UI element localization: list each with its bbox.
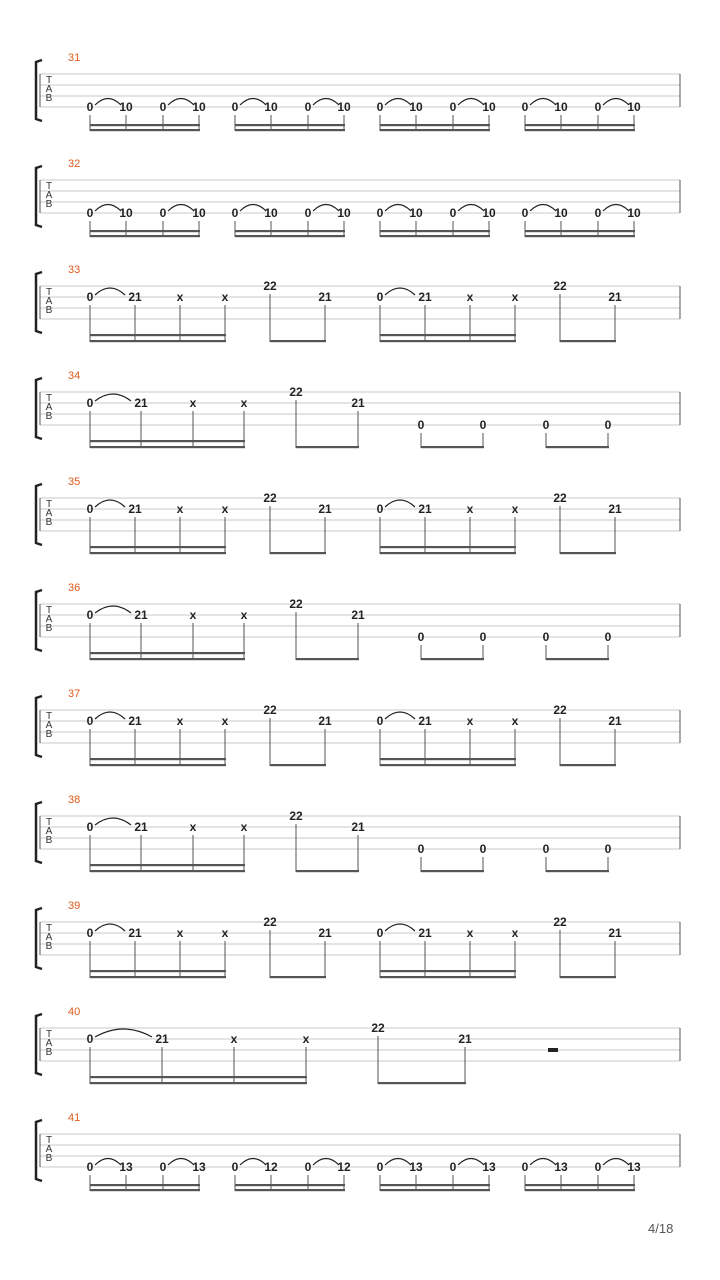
tab-note: x	[466, 714, 474, 728]
beam	[235, 124, 345, 126]
tab-clef-letter: T	[45, 499, 53, 510]
beam	[380, 758, 516, 760]
tab-clef-letter: B	[45, 517, 53, 528]
beam	[235, 1184, 345, 1186]
beam	[235, 235, 345, 237]
tab-note: 0	[479, 842, 487, 856]
tab-clef-letter: T	[45, 393, 53, 404]
tab-note: 0	[449, 1160, 457, 1174]
tab-note: 0	[376, 100, 384, 114]
tab-clef-letter: A	[45, 402, 53, 413]
beam	[270, 340, 326, 342]
tab-note: 13	[119, 1160, 133, 1174]
tab-note: 0	[86, 206, 94, 220]
tab-clef-letter: A	[45, 190, 53, 201]
tie-arc	[95, 1159, 121, 1166]
tie-arc	[385, 712, 415, 719]
tab-note: x	[466, 290, 474, 304]
tie-arc	[95, 205, 121, 212]
tab-note: 10	[627, 100, 641, 114]
tab-note: 0	[86, 926, 94, 940]
tie-arc	[240, 99, 266, 106]
tab-note: x	[511, 290, 519, 304]
tab-note: 0	[376, 206, 384, 220]
beam	[380, 334, 516, 336]
beam	[90, 546, 226, 548]
tie-arc	[95, 500, 125, 507]
tab-clef-letter: T	[45, 1029, 53, 1040]
beam	[380, 129, 490, 131]
tab-note: 0	[86, 820, 94, 834]
tab-note: 0	[521, 206, 529, 220]
tab-note: 0	[594, 206, 602, 220]
tab-clef-letter: T	[45, 923, 53, 934]
tab-note: 0	[304, 100, 312, 114]
tie-arc	[95, 712, 125, 719]
beam	[90, 758, 226, 760]
tab-note: 22	[289, 385, 303, 399]
half-rest	[548, 1048, 558, 1052]
beam	[296, 446, 359, 448]
tab-note: 0	[86, 100, 94, 114]
beam	[270, 552, 326, 554]
measure-number: 41	[68, 1112, 81, 1124]
system-bracket	[36, 166, 42, 227]
beam	[270, 764, 326, 766]
tie-arc	[458, 1159, 484, 1166]
tab-clef-letter: B	[45, 729, 53, 740]
tab-note: 13	[409, 1160, 423, 1174]
tab-note: x	[189, 608, 197, 622]
tab-note: x	[176, 926, 184, 940]
tab-note: 10	[119, 206, 133, 220]
tab-note: 0	[417, 630, 425, 644]
beam	[525, 1184, 635, 1186]
tab-note: 10	[264, 206, 278, 220]
beam	[90, 870, 245, 872]
tab-note: x	[240, 820, 248, 834]
tie-arc	[458, 205, 484, 212]
system-bracket	[36, 696, 42, 757]
system-bracket	[36, 272, 42, 333]
tab-note: 22	[371, 1021, 385, 1035]
tie-arc	[168, 1159, 194, 1166]
tab-note: 21	[134, 820, 148, 834]
tab-note: 0	[159, 100, 167, 114]
tab-clef-letter: T	[45, 605, 53, 616]
measure-number: 38	[68, 794, 81, 806]
beam	[90, 235, 200, 237]
tab-note: x	[302, 1032, 310, 1046]
beam	[560, 764, 616, 766]
beam	[380, 230, 490, 232]
beam	[525, 124, 635, 126]
measure-number: 35	[68, 476, 81, 488]
tab-clef-letter: T	[45, 181, 53, 192]
tab-note: 10	[554, 100, 568, 114]
beam	[90, 1076, 307, 1078]
tie-arc	[530, 99, 556, 106]
tie-arc	[95, 99, 121, 106]
beam	[380, 976, 516, 978]
tab-clef-letter: B	[45, 199, 53, 210]
tie-arc	[385, 500, 415, 507]
tab-note: 22	[289, 597, 303, 611]
tab-clef-letter: A	[45, 296, 53, 307]
tab-note: 0	[479, 630, 487, 644]
beam	[380, 235, 490, 237]
tab-note: 10	[409, 100, 423, 114]
beam	[380, 124, 490, 126]
tab-clef-letter: T	[45, 1135, 53, 1146]
tab-clef-letter: T	[45, 75, 53, 86]
beam	[235, 1189, 345, 1191]
beam	[90, 124, 200, 126]
tab-note: 21	[318, 290, 332, 304]
tie-arc	[240, 205, 266, 212]
tab-clef-letter: A	[45, 1038, 53, 1049]
tab-note: 0	[231, 206, 239, 220]
tab-note: 0	[604, 418, 612, 432]
beam	[90, 1189, 200, 1191]
tab-note: 0	[542, 630, 550, 644]
tab-note: 0	[542, 418, 550, 432]
beam	[270, 976, 326, 978]
measure-number: 37	[68, 688, 81, 700]
tab-note: 12	[264, 1160, 278, 1174]
beam	[296, 658, 359, 660]
measure-number: 33	[68, 264, 81, 276]
system-bracket	[36, 60, 42, 121]
tab-note: x	[176, 714, 184, 728]
tab-note: 21	[128, 714, 142, 728]
beam	[90, 976, 226, 978]
beam	[90, 440, 245, 442]
tie-arc	[603, 1159, 629, 1166]
tie-arc	[530, 1159, 556, 1166]
tab-clef-letter: B	[45, 411, 53, 422]
beam	[380, 552, 516, 554]
tab-note: 21	[134, 396, 148, 410]
tie-arc	[385, 205, 411, 212]
beam	[90, 970, 226, 972]
tab-note: 21	[351, 396, 365, 410]
tab-note: 21	[608, 290, 622, 304]
beam	[421, 658, 484, 660]
tab-clef-letter: B	[45, 835, 53, 846]
tab-note: 0	[604, 842, 612, 856]
tie-arc	[95, 606, 131, 613]
tab-note: x	[221, 714, 229, 728]
tie-arc	[168, 205, 194, 212]
tab-note: 0	[594, 100, 602, 114]
tab-clef-letter: T	[45, 287, 53, 298]
beam	[380, 1184, 490, 1186]
beam	[380, 546, 516, 548]
tie-arc	[530, 205, 556, 212]
tab-note: 0	[376, 926, 384, 940]
tab-note: 0	[542, 842, 550, 856]
tab-note: 22	[263, 703, 277, 717]
beam	[421, 870, 484, 872]
tab-clef-letter: A	[45, 932, 53, 943]
tab-note: 22	[263, 915, 277, 929]
tab-note: 21	[418, 926, 432, 940]
tab-note: 21	[318, 714, 332, 728]
tie-arc	[95, 1029, 152, 1037]
tab-note: 0	[417, 842, 425, 856]
beam	[560, 340, 616, 342]
tab-note: x	[240, 396, 248, 410]
beam	[90, 652, 245, 654]
system-bracket	[36, 484, 42, 545]
tab-note: 10	[627, 206, 641, 220]
measure-number: 40	[68, 1006, 81, 1018]
tab-note: 0	[231, 100, 239, 114]
tab-note: x	[511, 926, 519, 940]
tab-note: 10	[337, 100, 351, 114]
beam	[378, 1082, 466, 1084]
beam	[90, 334, 226, 336]
beam	[380, 764, 516, 766]
tab-note: 22	[289, 809, 303, 823]
beam	[90, 230, 200, 232]
tab-note: 21	[155, 1032, 169, 1046]
measure-number: 39	[68, 900, 81, 912]
beam	[380, 340, 516, 342]
tab-note: 21	[318, 502, 332, 516]
tie-arc	[385, 924, 415, 931]
system-bracket	[36, 1014, 42, 1075]
beam	[90, 1082, 307, 1084]
tab-note: 22	[263, 279, 277, 293]
tab-note: 0	[479, 418, 487, 432]
tab-clef-letter: B	[45, 623, 53, 634]
tab-note: 10	[554, 206, 568, 220]
beam	[421, 446, 484, 448]
tab-note: 0	[304, 1160, 312, 1174]
tab-note: 21	[128, 926, 142, 940]
beam	[90, 129, 200, 131]
tab-note: 10	[337, 206, 351, 220]
system-bracket	[36, 802, 42, 863]
measure-number: 36	[68, 582, 81, 594]
tab-note: 22	[553, 491, 567, 505]
tab-note: x	[189, 820, 197, 834]
tie-arc	[603, 99, 629, 106]
tab-note: 0	[417, 418, 425, 432]
tab-note: 0	[376, 290, 384, 304]
tab-note: 0	[86, 714, 94, 728]
tab-note: 0	[231, 1160, 239, 1174]
tab-note: x	[176, 290, 184, 304]
tab-note: 22	[263, 491, 277, 505]
tab-note: 0	[86, 502, 94, 516]
tab-note: 12	[337, 1160, 351, 1174]
tab-clef-letter: A	[45, 826, 53, 837]
tab-clef-letter: A	[45, 720, 53, 731]
beam	[235, 129, 345, 131]
tie-arc	[313, 205, 339, 212]
tab-clef-letter: B	[45, 941, 53, 952]
tab-clef-letter: A	[45, 84, 53, 95]
tab-note: x	[466, 926, 474, 940]
tab-note: 0	[86, 1160, 94, 1174]
tab-note: x	[511, 502, 519, 516]
tab-note: 0	[449, 100, 457, 114]
beam	[525, 1189, 635, 1191]
tab-note: x	[230, 1032, 238, 1046]
beam	[560, 552, 616, 554]
beam	[525, 129, 635, 131]
tie-arc	[458, 99, 484, 106]
tie-arc	[313, 1159, 339, 1166]
tab-note: x	[176, 502, 184, 516]
beam	[525, 235, 635, 237]
system-bracket	[36, 590, 42, 651]
tab-note: 21	[608, 714, 622, 728]
tab-note: 0	[376, 714, 384, 728]
tab-note: 21	[128, 502, 142, 516]
tab-note: 21	[608, 502, 622, 516]
tab-note: 0	[304, 206, 312, 220]
tab-note: 13	[192, 1160, 206, 1174]
beam	[90, 446, 245, 448]
tab-note: 0	[86, 396, 94, 410]
measure-number: 31	[68, 52, 81, 64]
beam	[90, 864, 245, 866]
tab-note: x	[466, 502, 474, 516]
tab-clef-letter: B	[45, 93, 53, 104]
tab-clef-letter: T	[45, 817, 53, 828]
tab-note: 21	[608, 926, 622, 940]
beam	[546, 658, 609, 660]
tie-arc	[385, 288, 415, 295]
beam	[235, 230, 345, 232]
tab-note: 0	[376, 502, 384, 516]
beam	[90, 1184, 200, 1186]
tab-note: 0	[86, 608, 94, 622]
tab-note: 22	[553, 915, 567, 929]
tab-note: 0	[376, 1160, 384, 1174]
tab-note: x	[189, 396, 197, 410]
tab-note: 21	[128, 290, 142, 304]
tie-arc	[385, 1159, 411, 1166]
tab-note: 0	[86, 1032, 94, 1046]
tab-note: 21	[318, 926, 332, 940]
system-bracket	[36, 1120, 42, 1181]
beam	[546, 446, 609, 448]
tab-note: 0	[521, 100, 529, 114]
system-bracket	[36, 378, 42, 439]
tab-note: 13	[482, 1160, 496, 1174]
tab-clef-letter: A	[45, 614, 53, 625]
tab-note: 10	[264, 100, 278, 114]
tie-arc	[95, 818, 131, 825]
tie-arc	[95, 288, 125, 295]
tab-note: 22	[553, 703, 567, 717]
tab-note: 0	[86, 290, 94, 304]
tab-note: 0	[594, 1160, 602, 1174]
beam	[90, 340, 226, 342]
beam	[380, 970, 516, 972]
tab-clef-letter: B	[45, 1047, 53, 1058]
tab-note: x	[221, 502, 229, 516]
tab-note: 10	[192, 206, 206, 220]
system-bracket	[36, 908, 42, 969]
tab-clef-letter: B	[45, 1153, 53, 1164]
page-number: 4/18	[648, 1221, 674, 1236]
measure-number: 34	[68, 370, 81, 382]
tie-arc	[240, 1159, 266, 1166]
tab-note: 0	[449, 206, 457, 220]
beam	[90, 658, 245, 660]
tab-note: 21	[458, 1032, 472, 1046]
tab-note: 0	[159, 206, 167, 220]
tab-note: 10	[482, 206, 496, 220]
tie-arc	[313, 99, 339, 106]
tab-note: 0	[604, 630, 612, 644]
tab-note: 10	[119, 100, 133, 114]
measure-number: 32	[68, 158, 81, 170]
tie-arc	[385, 99, 411, 106]
tie-arc	[95, 924, 125, 931]
beam	[560, 976, 616, 978]
tab-note: 21	[418, 714, 432, 728]
tab-note: 13	[554, 1160, 568, 1174]
beam	[525, 230, 635, 232]
tab-note: 0	[159, 1160, 167, 1174]
beam	[296, 870, 359, 872]
tab-note: 21	[351, 608, 365, 622]
tie-arc	[95, 394, 131, 401]
beam	[90, 764, 226, 766]
tab-clef-letter: T	[45, 711, 53, 722]
tab-note: 0	[521, 1160, 529, 1174]
tab-note: 21	[418, 290, 432, 304]
tab-note: x	[221, 290, 229, 304]
beam	[90, 552, 226, 554]
tab-note: 22	[553, 279, 567, 293]
beam	[380, 1189, 490, 1191]
beam	[546, 870, 609, 872]
tie-arc	[168, 99, 194, 106]
tab-clef-letter: A	[45, 508, 53, 519]
tab-note: 21	[418, 502, 432, 516]
tab-clef-letter: A	[45, 1144, 53, 1155]
tab-note: x	[221, 926, 229, 940]
tab-note: 21	[134, 608, 148, 622]
tab-note: x	[511, 714, 519, 728]
tab-clef-letter: B	[45, 305, 53, 316]
tab-note: 10	[192, 100, 206, 114]
tab-note: 13	[627, 1160, 641, 1174]
tab-note: x	[240, 608, 248, 622]
tab-note: 10	[482, 100, 496, 114]
tab-note: 10	[409, 206, 423, 220]
tab-note: 21	[351, 820, 365, 834]
tie-arc	[603, 205, 629, 212]
